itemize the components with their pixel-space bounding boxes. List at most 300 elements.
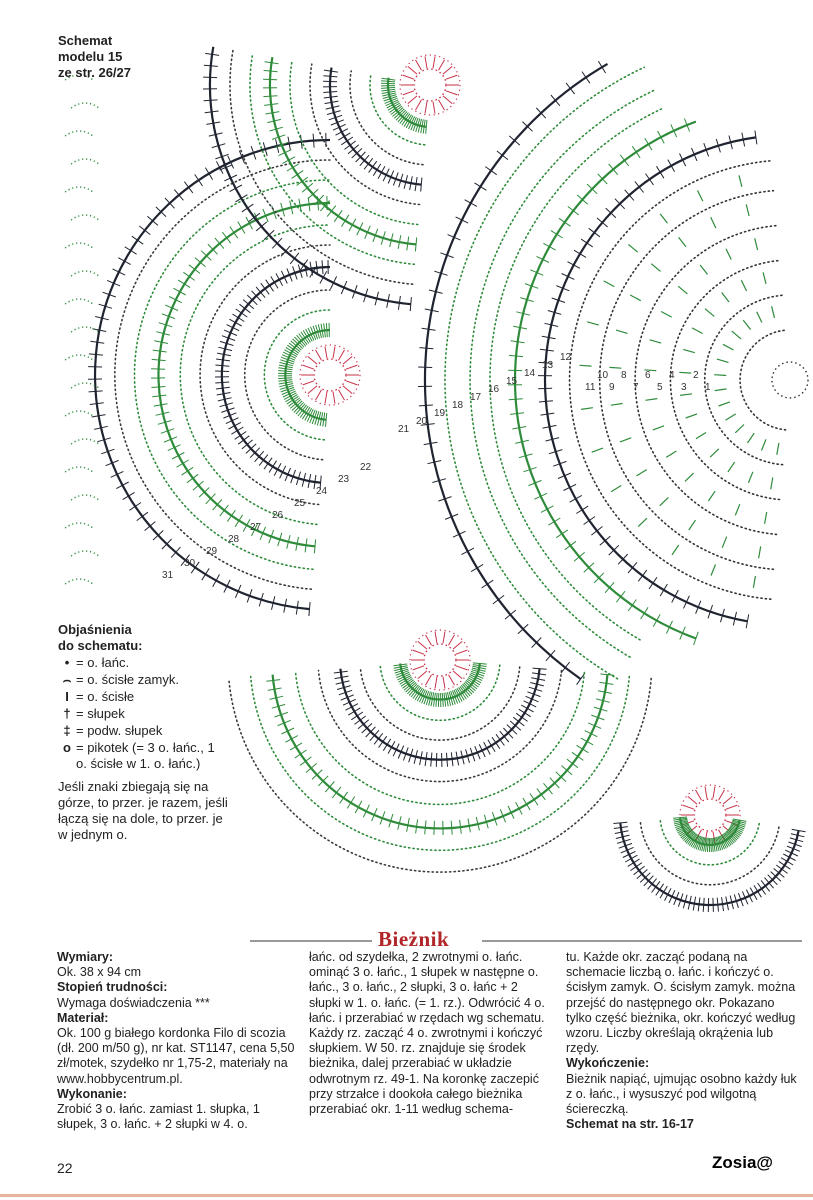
- stitch-mark: [139, 226, 150, 235]
- picot-icon: o: [63, 740, 71, 755]
- stitch-mark: [339, 350, 345, 360]
- stitch-mark: [426, 120, 427, 134]
- stitch-mark: [777, 443, 779, 455]
- stitch-mark: [278, 371, 292, 372]
- stitch-mark: [717, 359, 729, 362]
- legend-title-2: do schematu:: [58, 638, 143, 653]
- stitch-mark: [616, 591, 625, 602]
- stitch-mark: [215, 365, 229, 366]
- row-number-label: 29: [206, 546, 218, 557]
- stitch-mark: [707, 838, 708, 852]
- stitch-mark: [338, 133, 350, 140]
- stitch-mark: [509, 355, 523, 356]
- stitch-mark: [723, 796, 732, 804]
- stitch-mark: [645, 138, 652, 150]
- stitch-mark: [238, 436, 249, 444]
- dimensions-heading: Wymiary:: [57, 950, 114, 964]
- stitch-mark: [679, 372, 691, 373]
- stitch-mark: [278, 378, 292, 379]
- stitch-mark: [182, 467, 194, 475]
- picot-edge: [71, 103, 99, 108]
- stitch-mark: [559, 218, 571, 226]
- stitch-mark: [235, 432, 247, 440]
- stitch-mark: [443, 631, 445, 643]
- stitch-mark: [89, 391, 103, 392]
- stitch-mark: [735, 425, 744, 433]
- legend-item: [58, 740, 228, 772]
- stitch-mark: [700, 265, 707, 274]
- stitch-mark: [735, 504, 740, 515]
- stitch-mark: [346, 365, 357, 369]
- row-number-label: 10: [597, 370, 609, 381]
- stitch-mark: [771, 478, 773, 490]
- legend-item-text: = o. łańc.: [76, 655, 130, 670]
- stitch-mark: [726, 249, 731, 260]
- row-number-label: 16: [488, 384, 500, 395]
- stitch-mark: [453, 671, 462, 679]
- stitch-mark: [443, 96, 452, 104]
- header-line-3: ze str. 26/27: [58, 65, 131, 80]
- stitch-mark: [333, 346, 335, 358]
- row-number-label: 9: [609, 382, 615, 393]
- stitch-mark: [711, 217, 716, 228]
- stitch-mark: [719, 790, 725, 800]
- stitch-mark: [271, 276, 278, 288]
- stitch-mark: [419, 405, 433, 406]
- stitch-mark: [215, 382, 229, 383]
- stitch-mark: [403, 91, 414, 95]
- stitch-mark: [449, 635, 455, 645]
- chain-stitch-row: [264, 310, 330, 440]
- stitch-mark: [418, 641, 427, 649]
- stitch-mark: [340, 792, 348, 804]
- stitch-mark: [696, 790, 702, 800]
- slip-stitch-icon: ⌢: [62, 672, 72, 687]
- finishing-text: Bieżnik napiąć, ujmując osobno każdy łuk z o. łańc., i wysuszyć pod wilgotną ściereczką.: [566, 1071, 797, 1117]
- stitch-mark: [322, 260, 323, 274]
- row-number-label: 13: [542, 360, 554, 371]
- stitch-mark: [425, 820, 426, 834]
- finishing-heading: Wykończenie:: [566, 1056, 650, 1071]
- row-number-label: 5: [657, 382, 663, 393]
- stitch-mark: [236, 309, 248, 317]
- stitch-mark: [416, 100, 422, 110]
- stitch-mark: [530, 794, 538, 806]
- stitch-mark: [651, 264, 660, 272]
- stitch-mark: [287, 164, 299, 171]
- stitch-mark: [685, 473, 694, 481]
- stitch-mark: [343, 356, 352, 364]
- stitch-mark: [325, 346, 327, 358]
- stitch-mark: [378, 166, 385, 178]
- stitch-mark: [333, 392, 335, 404]
- picot-edge: [65, 467, 93, 472]
- stitch-mark: [233, 314, 245, 321]
- stitch-mark: [680, 394, 692, 396]
- stitch-mark: [418, 671, 427, 679]
- stitch-mark: [449, 675, 455, 685]
- stitch-mark: [204, 100, 218, 101]
- stitch-mark: [339, 390, 345, 400]
- stitch-mark: [726, 414, 736, 420]
- motif-center-ring: [424, 644, 456, 676]
- stitch-mark: [609, 367, 621, 368]
- stitch-mark: [435, 677, 437, 689]
- stitch-mark: [628, 244, 637, 252]
- stitch-mark: [592, 448, 603, 452]
- stitch-mark: [456, 650, 467, 654]
- stitch-mark: [269, 461, 276, 473]
- stitch-mark: [381, 83, 395, 84]
- stitch-mark: [373, 164, 380, 176]
- stitch-mark: [620, 438, 631, 442]
- stitch-mark: [714, 375, 726, 376]
- row-number-label: 21: [398, 424, 410, 435]
- stitch-mark: [686, 414, 697, 418]
- stitch-mark: [705, 309, 714, 317]
- stitch-mark: [748, 433, 755, 443]
- stitch-mark: [446, 91, 457, 95]
- stitch-arc: [425, 64, 608, 679]
- legend-box: [58, 622, 228, 843]
- stitch-mark: [753, 576, 755, 588]
- stitch-mark: [572, 752, 584, 760]
- stitch-mark: [264, 458, 272, 470]
- stitch-mark: [653, 614, 660, 626]
- title-rule-right: [482, 940, 802, 942]
- stitch-mark: [413, 650, 424, 654]
- row-number-label: 1: [705, 382, 711, 393]
- stitch-mark: [746, 204, 749, 216]
- schema-header: [58, 33, 178, 81]
- stitch-mark: [698, 190, 703, 201]
- stitch-mark: [485, 167, 496, 175]
- stitch-mark: [763, 272, 766, 284]
- stitch-mark: [408, 96, 417, 104]
- stitch-mark: [259, 455, 268, 466]
- stitch-mark: [565, 541, 576, 549]
- stitch-mark: [568, 206, 579, 215]
- stitch-mark: [548, 518, 560, 525]
- picot-edge: [65, 411, 93, 416]
- chain-stitch-row: [640, 821, 779, 885]
- stitch-mark: [748, 472, 753, 483]
- stitch-mark: [551, 231, 563, 238]
- stitch-mark: [215, 371, 229, 372]
- stitch-mark: [314, 539, 315, 553]
- stitch-mark: [533, 668, 547, 669]
- stitch-mark: [743, 320, 750, 330]
- stitch-mark: [637, 470, 647, 476]
- row-number-label: 7: [633, 382, 639, 393]
- stitch-mark: [443, 677, 445, 689]
- stitch-mark: [425, 56, 427, 68]
- stitch-mark: [717, 898, 718, 912]
- stitch-mark: [630, 295, 641, 301]
- stitch-mark: [266, 280, 274, 292]
- motif-center-ring: [694, 799, 726, 831]
- treble-crochet-icon: ‡: [63, 723, 71, 738]
- chain-stitch-icon: •: [64, 655, 70, 670]
- instructions-heading: Wykonanie:: [57, 1086, 127, 1101]
- legend-item: [58, 672, 228, 688]
- stitch-mark: [195, 174, 203, 186]
- stitch-mark: [705, 786, 707, 798]
- stitch-mark: [439, 60, 445, 70]
- stitch-mark: [661, 312, 672, 318]
- stitch-mark: [263, 79, 277, 80]
- stitch-mark: [442, 693, 443, 707]
- stitch-mark: [349, 219, 356, 231]
- stitch-mark: [308, 356, 317, 364]
- stitch-mark: [692, 328, 703, 334]
- stitch-mark: [343, 386, 352, 394]
- stitch-mark: [628, 600, 636, 612]
- legend-item: [58, 723, 228, 739]
- stitch-mark: [152, 359, 166, 360]
- stitch-mark: [638, 518, 647, 526]
- stitch-mark: [668, 160, 675, 172]
- legend-item-text: = słupek: [76, 706, 125, 721]
- stitch-mark: [325, 392, 327, 404]
- row-number-label: 23: [338, 474, 350, 485]
- stitch-mark: [456, 666, 467, 670]
- stitch-mark: [539, 401, 553, 402]
- stitch-mark: [326, 413, 327, 427]
- stitch-mark: [715, 389, 727, 391]
- stitch-mark: [118, 258, 130, 265]
- stitch-arc: [273, 675, 608, 829]
- stitch-mark: [726, 805, 737, 809]
- stitch-mark: [415, 237, 416, 251]
- legend-item-text: = o. ścisłe: [76, 689, 135, 704]
- stitch-mark: [598, 61, 605, 73]
- stitch-mark: [672, 545, 679, 555]
- stitch-mark: [581, 239, 593, 247]
- stitch-mark: [591, 527, 602, 536]
- stitch-mark: [278, 373, 292, 374]
- instructions-text: Zrobić 3 o. łańc. zamiast 1. słupka, 1 słupek, 3 o. łańc. + 2 słupki w 4. o.: [57, 1102, 260, 1132]
- stitch-mark: [410, 297, 411, 311]
- stitch-mark: [326, 323, 327, 337]
- chain-stitch-row: [319, 671, 562, 782]
- stitch-mark: [403, 75, 414, 79]
- stitch-mark: [323, 81, 337, 82]
- stitch-mark: [711, 565, 716, 576]
- stitch-mark: [497, 151, 508, 160]
- stitch-mark: [635, 181, 644, 192]
- stitch-mark: [443, 66, 452, 74]
- stitch-mark: [616, 330, 628, 333]
- legend-item: [58, 689, 228, 705]
- stitch-mark: [426, 635, 432, 645]
- article-title: Bieżnik: [378, 927, 450, 951]
- stitch-mark: [379, 736, 387, 747]
- stitch-mark: [183, 272, 194, 280]
- stitch-mark: [679, 237, 686, 246]
- stitch-mark: [239, 304, 250, 313]
- stitch-mark: [290, 253, 299, 264]
- stitch-mark: [611, 486, 621, 492]
- row-number-label: 25: [294, 498, 306, 509]
- stitch-mark: [203, 77, 217, 78]
- stitch-mark: [772, 306, 775, 318]
- stitch-mark: [451, 821, 452, 835]
- stitch-mark: [433, 102, 435, 114]
- stitch-mark: [261, 283, 269, 294]
- signature: Zosia@: [712, 1153, 773, 1172]
- stitch-mark: [646, 174, 654, 185]
- stitch-mark: [538, 388, 552, 389]
- picot-edge: [65, 187, 93, 192]
- picot-edge: [71, 159, 99, 164]
- stitch-mark: [263, 96, 277, 97]
- stitch-mark: [308, 386, 317, 394]
- stitch-mark: [739, 175, 742, 187]
- stitch-mark: [151, 387, 165, 388]
- stitch-mark: [516, 713, 527, 721]
- row-number-label: 11: [585, 382, 596, 393]
- page-number: 22: [57, 1160, 73, 1176]
- chain-stitch-row: [380, 665, 500, 720]
- stitch-mark: [292, 171, 304, 179]
- stitch-mark: [660, 497, 669, 505]
- stitch-mark: [604, 281, 615, 287]
- stitch-mark: [632, 146, 640, 158]
- stitch-mark: [641, 607, 648, 619]
- double-crochet-icon: †: [63, 706, 71, 721]
- stitch-mark: [369, 161, 377, 172]
- stitch-mark: [762, 439, 767, 450]
- stitch-mark: [509, 399, 523, 400]
- row-number-label: 8: [621, 370, 627, 381]
- stitch-mark: [475, 183, 487, 190]
- stitch-mark: [274, 463, 281, 475]
- stitch-mark: [313, 134, 314, 148]
- stitch-mark: [125, 247, 137, 254]
- legend-item-text: = pikotek (= 3 o. łańc., 1 o. ścisłe w 1. o. łańc.): [76, 740, 215, 771]
- row-number-label: 14: [524, 368, 536, 379]
- stitch-mark: [303, 381, 314, 385]
- stitch-mark: [556, 530, 568, 538]
- schema-reference: Schemat na str. 16-17: [566, 1117, 694, 1132]
- stitch-mark: [242, 204, 254, 212]
- stitch-mark: [703, 898, 704, 912]
- picot-edge: [65, 299, 93, 304]
- row-number-label: 19: [434, 408, 446, 419]
- stitch-mark: [576, 506, 588, 513]
- stitch-mark: [600, 674, 614, 675]
- chain-stitch-row: [229, 679, 651, 873]
- stitch-mark: [341, 137, 353, 145]
- row-number-label: 30: [184, 558, 196, 569]
- stitch-mark: [493, 595, 504, 604]
- row-number-label: 31: [162, 570, 174, 581]
- picot-edge: [71, 271, 99, 276]
- stitch-mark: [519, 709, 531, 716]
- stitch-mark: [381, 87, 395, 88]
- row-number-label: 6: [645, 370, 651, 381]
- stitch-mark: [580, 365, 592, 366]
- stitch-mark: [689, 520, 696, 530]
- legend-note: Jeśli znaki zbiegają się na górze, to przer. je razem, jeśli łączą się na dole, to przer. je w jednym o.: [58, 779, 228, 842]
- stitch-mark: [678, 286, 687, 294]
- row-number-label: 24: [316, 486, 328, 497]
- row-number-label: 22: [360, 462, 372, 473]
- stitch-mark: [205, 168, 212, 180]
- stitch-mark: [426, 675, 432, 685]
- chain-stitch-row: [360, 667, 519, 740]
- stitch-mark: [132, 236, 143, 244]
- bottom-rule: [0, 1194, 813, 1197]
- stitch-mark: [581, 408, 593, 410]
- stitch-mark: [137, 512, 148, 520]
- stitch-mark: [722, 537, 727, 548]
- picot-edge: [71, 439, 99, 444]
- stitch-mark: [660, 214, 667, 224]
- stitch-mark: [566, 83, 575, 94]
- stitch-mark: [419, 348, 433, 349]
- stitch-mark: [231, 427, 243, 434]
- stitch-mark: [757, 312, 762, 323]
- stitch-mark: [316, 390, 322, 400]
- stitch-mark: [719, 402, 730, 406]
- stitch-mark: [381, 81, 395, 82]
- stitch-mark: [416, 60, 422, 70]
- material-heading: Materiał:: [57, 1010, 109, 1025]
- stitch-mark: [346, 381, 357, 385]
- row-number-label: 18: [452, 400, 464, 411]
- stitch-mark: [683, 805, 694, 809]
- stitch-mark: [435, 631, 437, 643]
- stitch-mark: [649, 577, 657, 589]
- stitch-mark: [574, 250, 586, 257]
- stitch-mark: [638, 570, 647, 581]
- stitch-mark: [650, 340, 662, 343]
- picot-edge: [71, 551, 99, 556]
- stitch-mark: [587, 322, 599, 325]
- row-number-label: 27: [250, 522, 262, 533]
- stitch-mark: [383, 739, 390, 751]
- chain-stitch-row: [245, 290, 330, 460]
- header-line-1: Schemat: [58, 33, 113, 48]
- stitch-mark: [570, 495, 582, 502]
- stitch-mark: [436, 753, 437, 767]
- stitch-mark: [447, 753, 448, 767]
- picot-edge: [65, 355, 93, 360]
- stitch-arc: [620, 823, 798, 905]
- stitch-mark: [323, 92, 337, 93]
- row-number-label: 20: [416, 416, 428, 427]
- stitch-mark: [613, 822, 627, 823]
- title-rule-left: [250, 940, 372, 942]
- stitch-mark: [123, 492, 135, 499]
- stitch-mark: [582, 72, 590, 84]
- motif-center-ring: [772, 362, 808, 398]
- chain-stitch-row: [296, 673, 585, 805]
- row-number-label: 15: [506, 376, 518, 387]
- stitch-mark: [184, 182, 192, 193]
- legend-item-text: = podw. słupek: [76, 723, 163, 738]
- stitch-mark: [473, 663, 487, 664]
- row-number-label: 26: [272, 510, 284, 521]
- picot-edge: [65, 243, 93, 248]
- stitch-mark: [295, 750, 307, 758]
- stitch-mark: [309, 602, 310, 616]
- material-text: Ok. 100 g białego kordonka Filo di scozia (dł. 200 m/50 g), nr kat. ST1147, cena 5,50 zł/motek, szydełko nr 1,75-2, materiały na www.hobbycentrum.pl.: [57, 1026, 295, 1086]
- stitch-mark: [348, 708, 360, 715]
- stitch-arc: [95, 140, 330, 609]
